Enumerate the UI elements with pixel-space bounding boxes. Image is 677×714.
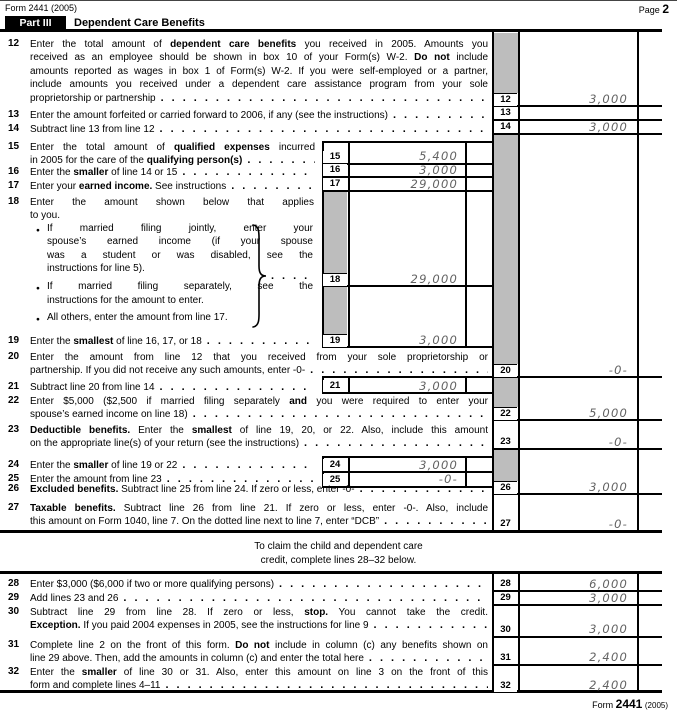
- box-number-12: 12: [494, 93, 517, 106]
- line-24-number: 24: [8, 459, 20, 470]
- claim-note: [0, 540, 677, 568]
- bullet-icon: ●: [36, 316, 40, 324]
- line-20-amount[interactable]: -0-: [608, 363, 628, 377]
- box-number-24: 24: [323, 459, 347, 471]
- line-24-text: Enter the smaller of line 19 or 22 .....: [30, 459, 315, 472]
- line-30-text: Subtract line 29 from line 28. If zero or less, stop. You cannot take the credit. Exception. If you paid 2004 expenses in 2005, see the instructions for line 9 .....: [30, 606, 488, 633]
- line-21-amount[interactable]: 3,000: [419, 379, 458, 393]
- line-15-text: Enter the total amount of qualified expenses incurred in 2005 for the care of the qualifying person(s) .....: [30, 141, 315, 168]
- line-25-text: Enter the amount from line 23 .....: [30, 473, 315, 486]
- shaded-cell: [494, 450, 518, 481]
- line-30-number: 30: [8, 606, 20, 617]
- box-number-20: 20: [494, 364, 517, 377]
- box-number-22: 22: [494, 407, 517, 420]
- bullet-icon: ●: [36, 227, 40, 234]
- line-20-text: Enter the amount from line 12 that you received from your sole proprietorship or partnership. If you did not receive any such amounts, enter -0- .....: [30, 351, 488, 378]
- line-14-number: 14: [8, 123, 20, 134]
- grid-line: [518, 32, 520, 533]
- box-number-26: 26: [494, 481, 517, 494]
- line-21-text: Subtract line 20 from line 14 .....: [30, 381, 315, 394]
- box-number-18: 18: [323, 273, 347, 286]
- line-31-number: 31: [8, 639, 20, 650]
- line-16-text: Enter the smaller of line 14 or 15 .....: [30, 166, 315, 179]
- line-22-amount[interactable]: 5,000: [589, 406, 628, 420]
- line-29-number: 29: [8, 592, 20, 603]
- shaded-cell: [494, 378, 518, 407]
- form-id: Form 2441 (2005): [5, 3, 78, 13]
- line-28-number: 28: [8, 578, 20, 589]
- line-22-text: Enter $5,000 ($2,500 if married filing separately and you were required to enter your spouse’s earned income on line 18) .....: [30, 395, 488, 422]
- line-27-text: Taxable benefits. Subtract line 26 from line 21. If zero or less, enter -0-. Also, include this amount on Form 1040, line 7. On the dotted line next to line 7, enter “DCB” .....: [30, 502, 488, 529]
- shaded-cell: [323, 287, 347, 334]
- line-12-number: 12: [8, 38, 20, 49]
- page-top-rule: [0, 0, 677, 1]
- page-label: Page: [638, 5, 660, 15]
- line-17-text: Enter your earned income. See instructions .....: [30, 180, 315, 193]
- line-27-amount[interactable]: -0-: [608, 517, 628, 531]
- line-25-amount[interactable]: -0-: [438, 472, 458, 486]
- line-27-number: 27: [8, 502, 20, 513]
- line-32-amount[interactable]: 2,400: [589, 678, 628, 692]
- line-23-number: 23: [8, 424, 20, 435]
- line-23-text: Deductible benefits. Enter the smallest of line 19, 20, or 22. Also, include this amount on the appropriate line(s) of your return (see the instructions) .....: [30, 424, 488, 451]
- shaded-cell: [494, 33, 518, 93]
- line-32-number: 32: [8, 666, 20, 677]
- footer-form-id: [592, 697, 668, 711]
- part-bar-rule: [0, 29, 662, 32]
- line-16-number: 16: [8, 166, 20, 177]
- footer-prefix: Form: [592, 700, 614, 710]
- line-13-text: Enter the amount forfeited or carried forward to 2006, if any (see the instructions) .....: [30, 109, 488, 122]
- line-29-text: Add lines 23 and 26 .....: [30, 592, 488, 605]
- box-number-17: 17: [323, 178, 347, 190]
- shaded-cell: [323, 192, 347, 273]
- line-32-text: Enter the smaller of line 30 or 31. Also, enter this amount on line 3 on the front of this form and complete lines 4–11 .....: [30, 666, 488, 693]
- brace: [251, 223, 267, 329]
- line-13-number: 13: [8, 109, 20, 120]
- part-iii-title: Dependent Care Benefits: [74, 17, 205, 29]
- line-23-amount[interactable]: -0-: [608, 435, 628, 449]
- shaded-cell: [494, 133, 518, 364]
- grid-line: [637, 32, 639, 533]
- line-16-amount[interactable]: 3,000: [419, 163, 458, 177]
- line-15-number: 15: [8, 141, 20, 152]
- line-21-number: 21: [8, 381, 20, 392]
- bullet-item: ● If married filing separately, see the instructions for the amount to enter.: [36, 281, 313, 306]
- line-18-number: 18: [8, 196, 20, 207]
- section-rule: [0, 571, 662, 574]
- box-number-31: 31: [494, 652, 517, 664]
- dotted-leader: [271, 270, 315, 283]
- line-12-text: Enter the total amount of dependent care benefits you received in 2005. Amounts you received as an employee should be shown in box 10 of your Form(s) W-2. Do not include amounts reported as wages in box 1 of Form(s) W-2. If you were self-employed or a partner, include amounts you received under a dependent care assistance program from your sole proprietorship or partnership .....: [30, 38, 488, 105]
- box-number-19: 19: [323, 334, 347, 347]
- box-number-25: 25: [323, 474, 347, 486]
- part-iii-label: Part III: [5, 16, 66, 30]
- line-25-number: 25: [8, 473, 20, 484]
- box-number-13: 13: [494, 107, 517, 119]
- line-14-text: Subtract line 13 from line 12 .....: [30, 123, 488, 136]
- line-12-amount[interactable]: 3,000: [589, 92, 628, 106]
- line-19-amount[interactable]: 3,000: [419, 333, 458, 347]
- footer-year: (2005): [644, 701, 668, 710]
- line-26-number: 26: [8, 483, 20, 494]
- box-number-23: 23: [494, 436, 517, 448]
- footer-number: 2441: [615, 697, 643, 711]
- line-29-amount[interactable]: 3,000: [589, 591, 628, 605]
- box-number-16: 16: [323, 164, 347, 176]
- page-indicator: [639, 2, 669, 16]
- line-15-amount[interactable]: 5,400: [419, 149, 458, 163]
- line-30-amount[interactable]: 3,000: [589, 622, 628, 636]
- claim-note-line-1: To claim the child and dependent care: [254, 541, 423, 552]
- line-19-number: 19: [8, 335, 20, 346]
- line-31-amount[interactable]: 2,400: [589, 650, 628, 664]
- line-26-text: Excluded benefits. Subtract line 25 from line 24. If zero or less, enter -0- .....: [30, 483, 488, 496]
- line-19-text: Enter the smallest of line 16, 17, or 18 .....: [30, 335, 315, 348]
- line-14-amount[interactable]: 3,000: [589, 120, 628, 134]
- page-number: 2: [662, 2, 669, 16]
- grid-line: [465, 376, 467, 394]
- box-number-28: 28: [494, 578, 517, 590]
- bullet-item: ● If married filing jointly, enter your spouse’s earned income (if your spouse was a student or was disabled, see the instructions for line 5).: [36, 223, 313, 275]
- line-17-amount[interactable]: 29,000: [410, 177, 458, 191]
- grid-line: [492, 664, 662, 666]
- line-20-number: 20: [8, 351, 20, 362]
- line-22-number: 22: [8, 395, 20, 406]
- box-number-30: 30: [494, 624, 517, 636]
- grid-line: [465, 141, 467, 348]
- line-26-amount[interactable]: 3,000: [589, 480, 628, 494]
- line-24-amount[interactable]: 3,000: [419, 458, 458, 472]
- line-28-amount[interactable]: 6,000: [589, 577, 628, 591]
- box-number-15: 15: [323, 151, 347, 163]
- line-28-text: Enter $3,000 ($6,000 if two or more qualifying persons) .....: [30, 578, 488, 591]
- line-18-amount[interactable]: 29,000: [410, 272, 458, 286]
- bullet-icon: ●: [36, 285, 40, 293]
- box-number-29: 29: [494, 592, 517, 604]
- bullet-item: ● All others, enter the amount from line 17.: [36, 311, 313, 324]
- line-31-text: Complete line 2 on the front of this form. Do not include in column (c) any benefits shown on line 29 above. Then, add the amounts in column (c) and enter the total here .....: [30, 639, 488, 666]
- line-18-text: Enter the amount shown below that applies to you.: [30, 197, 314, 222]
- box-number-32: 32: [494, 680, 517, 692]
- box-number-21: 21: [323, 380, 347, 392]
- box-number-14: 14: [494, 121, 517, 133]
- grid-line: [492, 636, 662, 638]
- box-number-27: 27: [494, 518, 517, 530]
- line-17-number: 17: [8, 180, 20, 191]
- claim-note-line-2: credit, complete lines 28–32 below.: [260, 555, 417, 566]
